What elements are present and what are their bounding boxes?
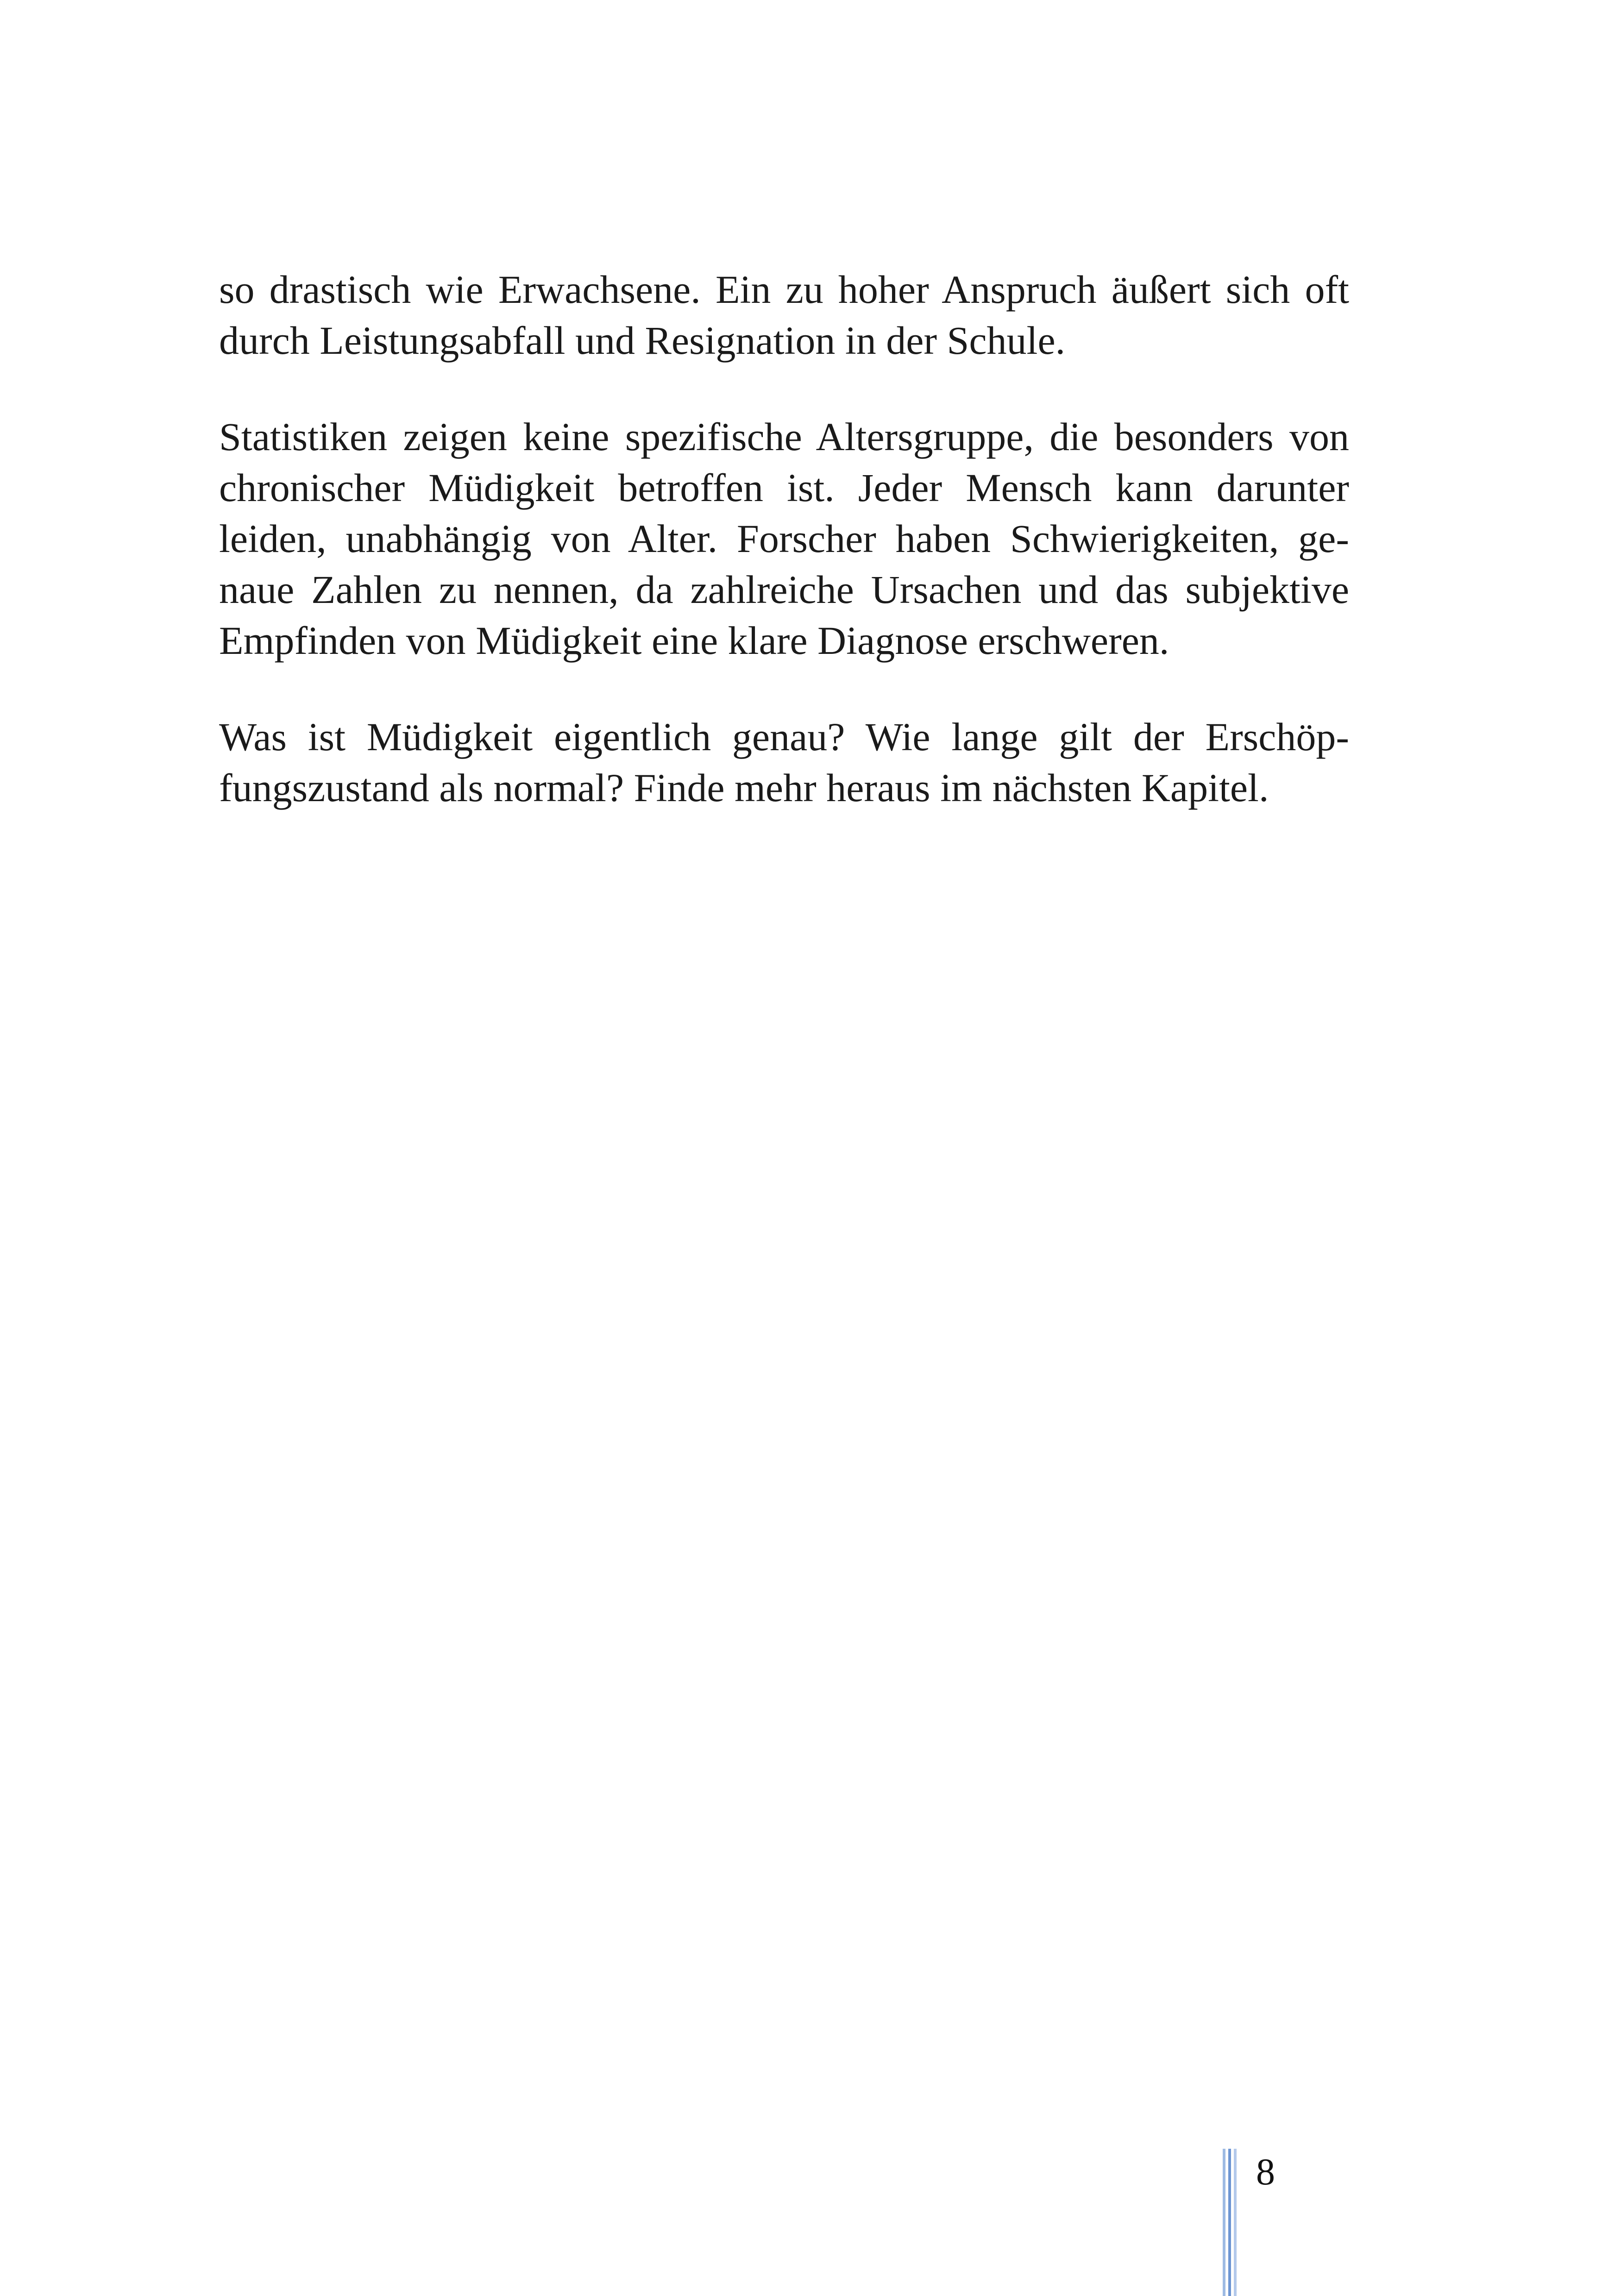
text-line: Empfinden von Müdigkeit eine klare Diagnose erschweren. (219, 618, 1169, 663)
text-line: fungszustand als normal? Finde mehr heraus im nächsten Kapitel. (219, 765, 1269, 810)
paragraph-2 (219, 411, 1349, 666)
text-line: durch Leistungsabfall und Resignation in der Schule. (219, 318, 1066, 363)
paragraph-1 (219, 264, 1349, 366)
paragraph-spacer (219, 366, 1349, 411)
text-line: chronischer Müdigkeit betroffen ist. Jeder Mensch kann darunter (219, 465, 1349, 510)
paragraph-3 (219, 711, 1349, 813)
text-line: Statistiken zeigen keine spezifische Altersgruppe, die besonders von (219, 414, 1349, 459)
text-line: so drastisch wie Erwachsene. Ein zu hoher Anspruch äußert sich oft (219, 267, 1349, 312)
margin-rule (1234, 2149, 1237, 2296)
margin-rule (1223, 2149, 1225, 2296)
text-line: Was ist Müdigkeit eigentlich genau? Wie lange gilt der Erschöp- (219, 715, 1349, 759)
text-line: naue Zahlen zu nennen, da zahlreiche Ursachen und das subjektive (219, 567, 1349, 612)
page-number: 8 (1256, 2151, 1275, 2193)
margin-rule (1228, 2149, 1231, 2296)
paragraph-spacer (219, 666, 1349, 711)
text-line: leiden, unabhängig von Alter. Forscher haben Schwierigkeiten, ge- (219, 516, 1349, 561)
body-text (219, 264, 1349, 813)
